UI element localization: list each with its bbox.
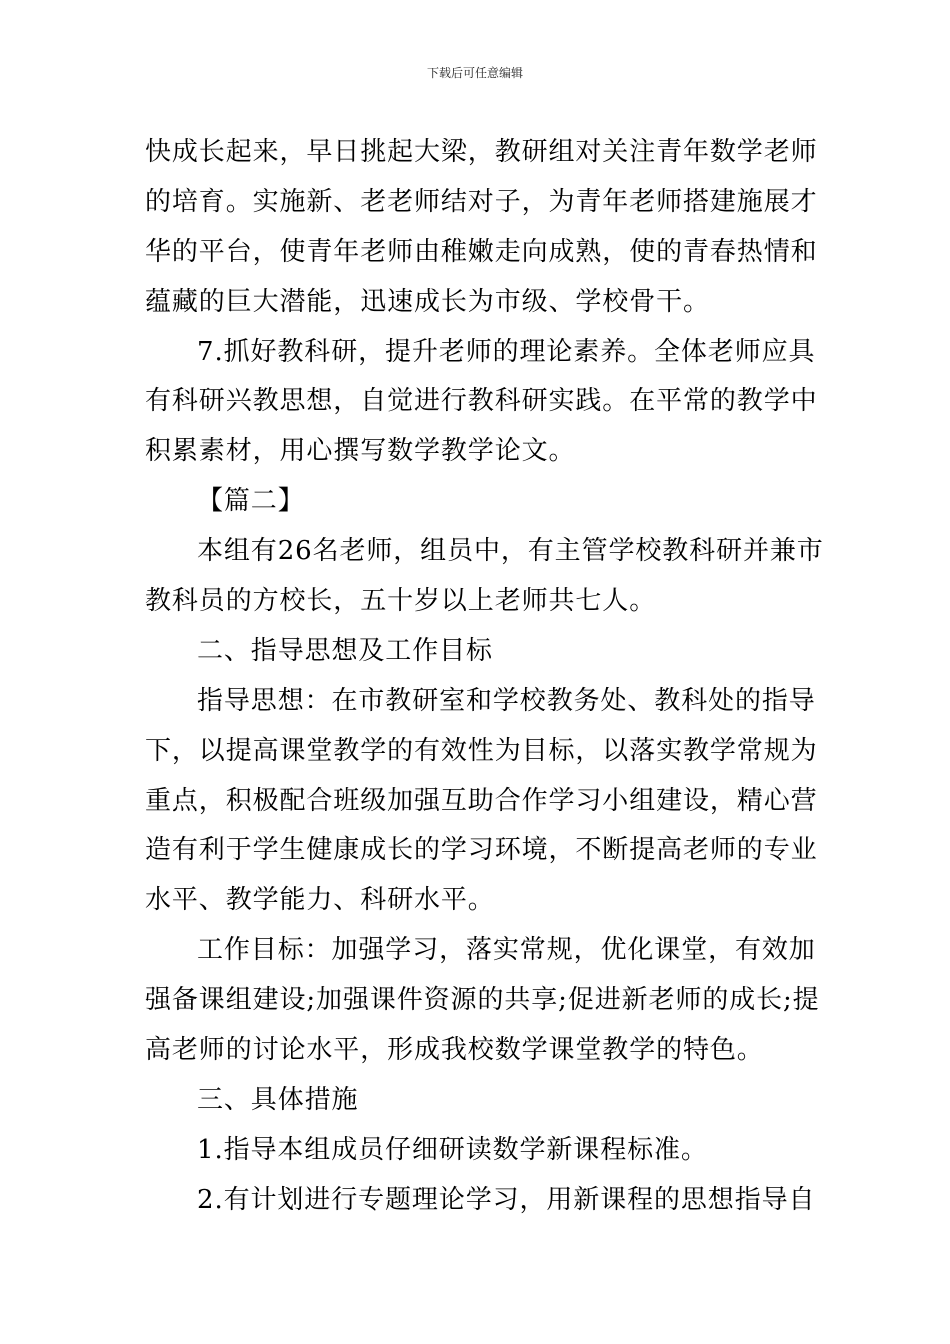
document-body (145, 128, 824, 1226)
text-line: 本组有26名老师，组员中，有主管学校教科研并兼市 (197, 536, 824, 567)
subsection-heading: 三、具体措施 (197, 1084, 359, 1115)
list-item: 2.有计划进行专题理论学习，用新课程的思想指导自 (197, 1184, 816, 1215)
page-header: 下载后可任意编辑 (426, 66, 523, 80)
text-line: 高老师的讨论水平，形成我校数学课堂教学的特色。 (145, 1035, 764, 1066)
text-line: 水平、教学能力、科研水平。 (145, 885, 495, 916)
text-line: 7.抓好教科研，提升老师的理论素养。全体老师应具 (197, 336, 816, 367)
text-line: 指导思想：在市教研室和学校教务处、教科处的指导 (197, 685, 816, 716)
text-line: 有科研兴教思想，自觉进行教科研实践。在平常的教学中 (145, 386, 818, 417)
text-line: 下，以提高课堂教学的有效性为目标，以落实教学常规为 (145, 735, 818, 766)
text-line: 造有利于学生健康成长的学习环境，不断提高老师的专业 (145, 835, 818, 866)
text-line: 积累素材，用心撰写数学教学论文。 (145, 436, 576, 467)
subsection-heading: 二、指导思想及工作目标 (197, 635, 493, 666)
text-line: 重点，积极配合班级加强互助合作学习小组建设，精心营 (145, 785, 818, 816)
text-line: 强备课组建设;加强课件资源的共享;促进新老师的成长;提 (145, 985, 820, 1016)
text-line: 的培育。实施新、老老师结对子，为青年老师搭建施展才 (145, 186, 818, 217)
text-line: 快成长起来，早日挑起大梁，教研组对关注青年数学老师 (145, 137, 818, 167)
text-line: 华的平台，使青年老师由稚嫩走向成熟，使的青春热情和 (145, 236, 818, 267)
text-line: 工作目标：加强学习，落实常规，优化课堂，有效加 (197, 935, 816, 966)
text-line: 蕴藏的巨大潜能，迅速成长为市级、学校骨干。 (145, 286, 710, 317)
section-heading: 【篇二】 (197, 486, 305, 517)
list-item: 1.指导本组成员仔细研读数学新课程标准。 (197, 1134, 708, 1165)
text-line: 教科员的方校长，五十岁以上老师共七人。 (145, 586, 657, 617)
